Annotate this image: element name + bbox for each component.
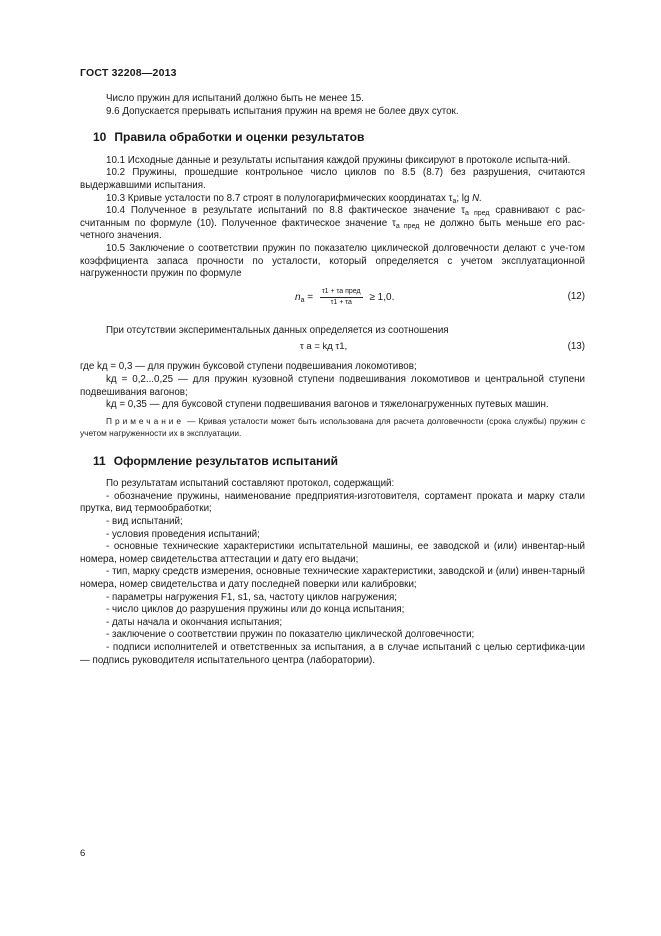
protocol-item: - основные технические характеристики испытательной машины, ее заводской и (или) инвентар-ный номера, номер свидетельства аттестации и дату его выдачи;: [80, 541, 585, 565]
where-clause-1: где kд = 0,3 — для пружин буксовой ступени подвешивания локомотивов;: [80, 361, 417, 373]
section-10-heading: [93, 131, 585, 144]
where-clause-2: kд = 0,2...0,25 — для пружин кузовной ступени подвешивания локомотивов и центральной ступени подвешивания вагонов;: [80, 373, 585, 398]
section-number: 11: [93, 453, 106, 468]
note-text: — Кривая усталости может быть использована для расчета долговечности (срока службы) пружин с учетом нагруженности их в эксплуатации.: [80, 415, 585, 438]
paragraph-10-4-a: 10.4 Полученное в результате испытаний по 8.8 фактическое значение: [106, 205, 456, 217]
protocol-item: - подписи исполнителей и ответственных за испытания, а в случае испытаний с целью сертифика-ции — подпись руководителя испытательного центра (лаборатории).: [80, 642, 585, 666]
page-number: 6: [80, 848, 86, 859]
section-title: Правила обработки и оценки результатов: [114, 130, 365, 145]
formula-12-lhs: n: [295, 291, 301, 303]
paragraph-10-4-c: не должно быть меньше его рас-четного значения.: [80, 217, 585, 242]
protocol-item: - вид испытаний;: [106, 516, 183, 528]
formula-12-numerator: τ1 + τа пред: [320, 287, 363, 298]
paragraph-10-5: 10.5 Заключение о соответствии пружин по показателю циклической долговечности делают с уче-том коэффициента запаса прочности по усталости, который определяется с учетом эксплуатационной нагруженности пружин по формуле: [80, 242, 585, 280]
paragraph-10-3-text: 10.3 Кривые усталости по 8.7 строят в полулогарифмических координатах: [106, 192, 446, 204]
document-header: ГОСТ 32208—2013: [80, 67, 177, 79]
paragraph-10-4: 10.4 Полученное в результате испытаний по 8.8 фактическое значение $\tau_{а пред}$ сравнивают с рас-считанным по формуле (10). Полученное фактическое значение $\tau_{а пред}$ не должно быть меньше его рас-четного значения.: [80, 205, 585, 242]
protocol-item: - число циклов до разрушения пружины или до конца испытания;: [106, 604, 405, 616]
section-11-heading: [93, 455, 585, 468]
section-number: 10: [93, 130, 107, 145]
formula-12-denominator: τ1 + τа: [330, 298, 352, 306]
formula-12: [80, 285, 585, 319]
formula-13: [80, 339, 585, 357]
formula-12-rhs: ≥ 1,0.: [369, 291, 395, 303]
paragraph-10-1: 10.1 Исходные данные и результаты испытания каждой пружины фиксируют в протоколе испыта-ний.: [106, 154, 571, 166]
formula-12-lhs-sub: а: [300, 296, 305, 304]
protocol-item: - даты начала и окончания испытания;: [106, 616, 283, 628]
formula-13-expression: τ а = kд τ1,: [300, 341, 348, 353]
paragraph-10-3-n: N.: [472, 192, 482, 204]
protocol-item: - тип, марку средств измерения, основные технические характеристики, заводской и (или) инвен-тарный номера, номер свидетельства и дату последней поверки или калибровки;: [80, 566, 585, 591]
formula-12-fraction: [320, 287, 363, 308]
section-title: Оформление результатов испытаний: [113, 453, 339, 468]
protocol-intro: По результатам испытаний составляют протокол, содержащий:: [106, 478, 395, 490]
where-clause-3: kд = 0,35 — для буксовой ступени подвешивания вагонов и тяжелонагруженных путевых машин.: [106, 399, 549, 411]
paragraph-10-4-b: сравнивают с рас-считанным по формуле (10). Полученное фактическое значение: [80, 205, 585, 229]
page-content: [80, 93, 585, 667]
paragraph-spring-count: Число пружин для испытаний должно быть не менее 15.: [106, 93, 364, 104]
protocol-item: - заключение о соответствии пружин по показателю циклической долговечности;: [106, 629, 475, 641]
note: [80, 415, 585, 439]
formula-13-number: (13): [567, 341, 585, 353]
paragraph-no-data: При отсутствии экспериментальных данных определяется из соотношения: [106, 324, 449, 336]
note-label: Примечание: [106, 415, 185, 426]
paragraph-10-3: 10.3 Кривые усталости по 8.7 строят в полулогарифмических координатах $\tau_а$; lg N.: [106, 192, 482, 205]
paragraph-9-6: 9.6 Допускается прерывать испытания пружин на время не более двух суток.: [106, 105, 459, 117]
formula-12-expression: $n_а$ = $\frac{\text{τ1 + τа пред}}{\tau 1 + \tau а}$ ≥ 1,0.: [295, 287, 395, 306]
formula-12-number: (12): [567, 290, 585, 302]
protocol-item: - условия проведения испытаний;: [106, 528, 260, 540]
protocol-item: - параметры нагружения F1, s1, sа, частоту циклов нагружения;: [106, 591, 397, 603]
paragraph-10-3-tail: ; lg: [456, 192, 470, 204]
paragraph-10-2: 10.2 Пружины, прошедшие контрольное число циклов по 8.5 (8.7) без разрушения, считаются выдержавшими испытания.: [80, 167, 585, 191]
protocol-item: - обозначение пружины, наименование предприятия-изготовителя, сортамент проката и марку стали прутка, вид термообработки;: [80, 490, 585, 515]
